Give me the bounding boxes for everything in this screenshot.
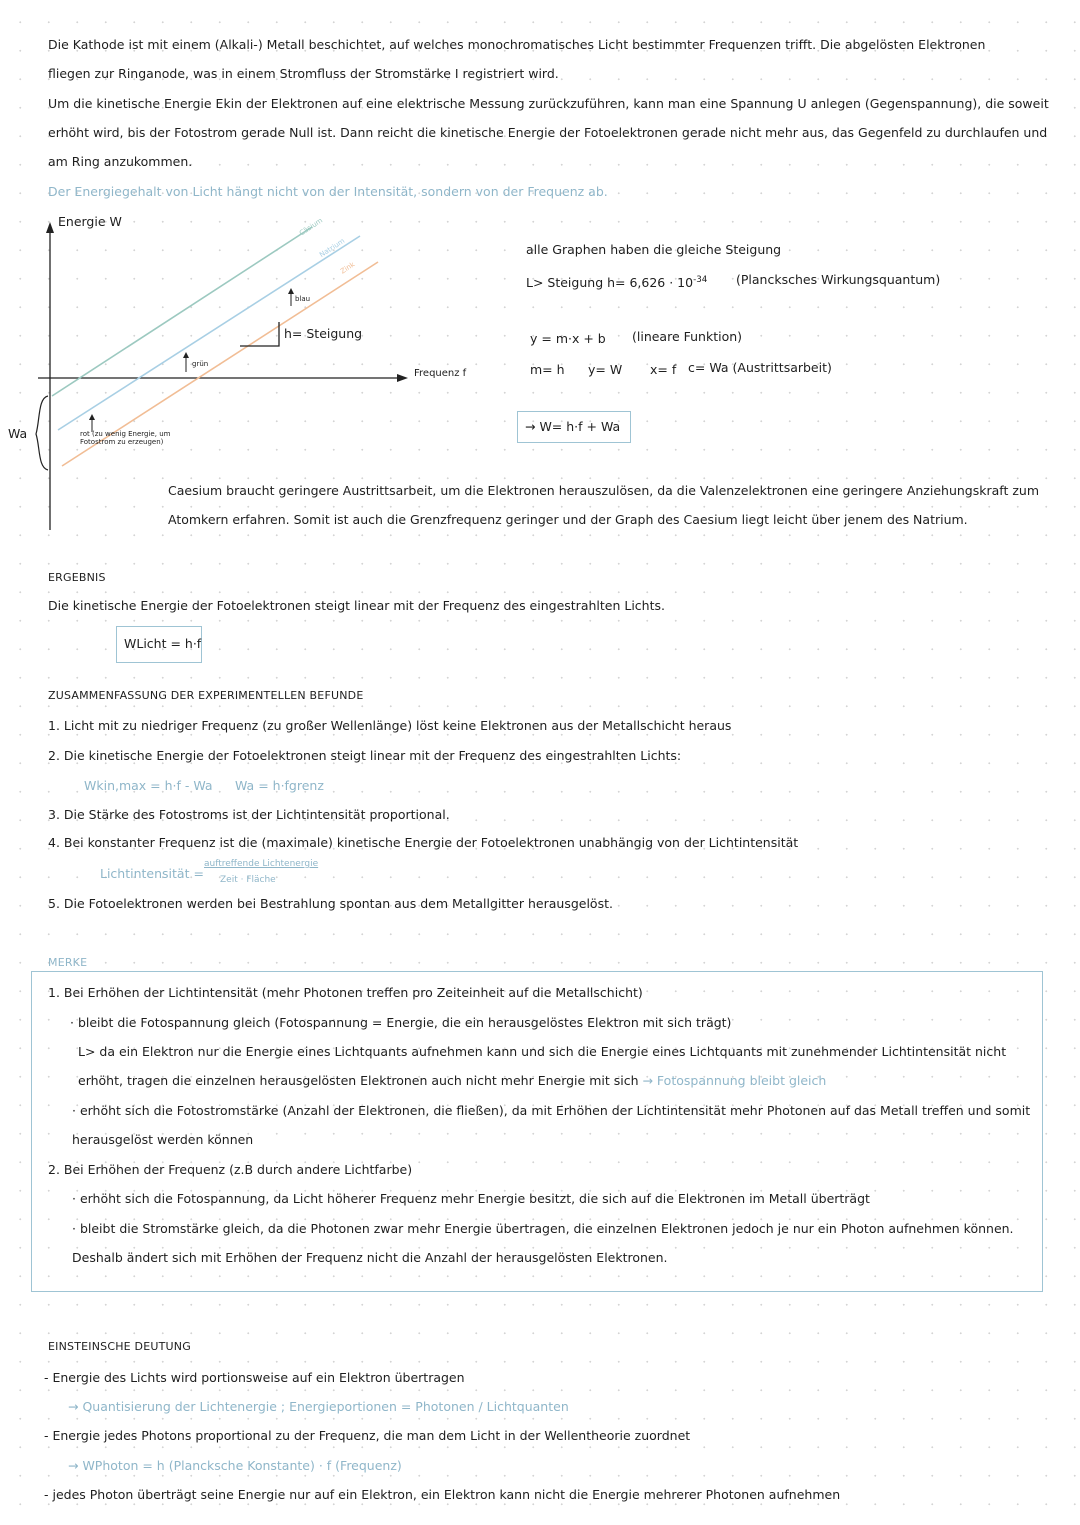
einstein-3: - jedes Photon überträgt seine Energie nur auf ein Elektron, ein Elektron kann nicht die Energie mehrerer Photonen aufnehmen xyxy=(44,1487,841,1502)
x-equals: x= f xyxy=(650,362,677,377)
linear-function-note: (lineare Funktion) xyxy=(632,329,743,344)
summary-item-5: 5. Die Fotoelektronen werden bei Bestrahlung spontan aus dem Metallgitter herausgelöst. xyxy=(48,896,613,911)
einstein-2b: → WPhoton = h (Plancksche Konstante) · f (Frequenz) xyxy=(68,1458,402,1473)
intro-paragraph-2: Um die kinetische Energie Ekin der Elektronen auf eine elektrische Messung zurückzuführen, kann man eine Spannung U anlegen (Gegenspannung), die soweit erhöht wird, bis der Fotostrom gerade Null ist. Dann reicht die kinetische Energie der Fotoelektronen gerade nicht mehr aus, das Gegenfeld zu durchlaufen und am Ring anzukommen. xyxy=(48,96,1049,169)
m-equals: m= h xyxy=(530,362,565,377)
slope-label: h= Steigung xyxy=(284,326,363,341)
einstein-heading: EINSTEINSCHE DEUTUNG xyxy=(48,1340,191,1353)
merke-1b: L> da ein Elektron nur die Energie eines Lichtquants aufnehmen kann und sich die Energie eines Lichtquants mit zunehmender Lichtintensität nicht erhöht, tragen die einzelnen herausgelösten Elektronen auch nicht mehr Energie mit sich → Fotospannung bleibt gleich xyxy=(78,1044,1007,1088)
summary-item-1: 1. Licht mit zu niedriger Frequenz (zu großer Wellenlänge) löst keine Elektronen aus der Metallschicht heraus xyxy=(48,718,732,733)
merke-1a: · bleibt die Fotospannung gleich (Fotospannung = Energie, die ein herausgelöstes Elektron mit sich trägt) xyxy=(70,1015,732,1030)
wa-label: Wa xyxy=(8,426,28,441)
merke-2b: · bleibt die Stromstärke gleich, da die Photonen zwar mehr Energie übertragen, die einzelnen Elektronen jedoch je nur ein Photon aufnehmen können. Deshalb ändert sich mit Erhöhen der Frequenz nicht die Anzahl der herausgelösten Elektronen. xyxy=(72,1221,1014,1265)
planck-note: (Plancksches Wirkungsquantum) xyxy=(736,272,941,287)
planck-value: L> Steigung $h= 6,626 \cdot 10^{-34}$ xyxy=(526,275,708,291)
slope-note: alle Graphen haben die gleiche Steigung xyxy=(526,242,782,257)
intensity-numerator: auftreffende Lichtenergie xyxy=(204,859,319,869)
gruen-label: grün xyxy=(192,360,209,368)
ergebnis-heading: ERGEBNIS xyxy=(48,571,106,584)
intensity-denominator: Zeit · Fläche xyxy=(220,875,276,885)
caesium-line xyxy=(52,227,312,396)
merke-2: 2. Bei Erhöhen der Frequenz (z.B durch andere Lichtfarbe) xyxy=(48,1162,413,1177)
einstein-1b: → Quantisierung der Lichtenergie ; Energieportionen = Photonen / Lichtquanten xyxy=(68,1399,569,1414)
blau-label: blau xyxy=(295,295,311,303)
light-energy-formula: WLicht = h·f xyxy=(124,636,202,651)
merke-1c: · erhöht sich die Fotostromstärke (Anzahl der Elektronen, die fließen), da mit Erhöhen der Lichtintensität mehr Photonen auf das Metall treffen und somit herausgelöst werden können xyxy=(72,1103,1031,1147)
rot-note: rot (zu wenig Energie, um Fotostrom zu erzeugen) xyxy=(80,430,171,446)
y-equals: y= W xyxy=(588,362,623,377)
merke-1: 1. Bei Erhöhen der Lichtintensität (mehr Photonen treffen pro Zeiteinheit auf die Metallschicht) xyxy=(48,985,643,1000)
c-equals: c= Wa (Austrittsarbeit) xyxy=(688,360,832,375)
merke-2a: · erhöht sich die Fotospannung, da Licht höherer Frequenz mehr Energie besitzt, die sich auf die Elektronen im Metall überträgt xyxy=(72,1191,870,1206)
intensity-lhs: Lichtintensität = xyxy=(100,866,204,881)
summary-item-3: 3. Die Stärke des Fotostroms ist der Lichtintensität proportional. xyxy=(48,807,450,822)
intro-note: Der Energiegehalt von Licht hängt nicht von der Intensität, sondern von der Frequenz ab. xyxy=(48,184,608,199)
caesium-label: Cäsium xyxy=(297,216,325,238)
summary-item-4: 4. Bei konstanter Frequenz ist die (maximale) kinetische Energie der Fotoelektronen unabhängig von der Lichtintensität xyxy=(48,835,799,850)
y-axis-arrow xyxy=(46,222,54,233)
einstein-1: - Energie des Lichts wird portionsweise auf ein Elektron übertragen xyxy=(44,1370,465,1385)
linear-function: y = m·x + b xyxy=(530,331,606,346)
intro-paragraph-1: Die Kathode ist mit einem (Alkali-) Metall beschichtet, auf welches monochromatisches Licht bestimmter Frequenzen trifft. Die abgelösten Elektronen fliegen zur Ringanode, was in einem Stromfluss der Stromstärke I registriert wird. xyxy=(48,37,986,81)
x-axis-arrow xyxy=(397,374,408,382)
natrium-label: Natrium xyxy=(318,236,347,260)
caesium-text: Caesium braucht geringere Austrittsarbeit, um die Elektronen herauszulösen, da die Valenzelektronen eine geringere Anziehungskraft zum Atomkern erfahren. Somit ist auch die Grenzfrequenz geringer und der Graph des Caesium liegt leicht über jenem des Natrium. xyxy=(168,483,1039,527)
wa-brace xyxy=(36,396,48,470)
summary-item-2: 2. Die kinetische Energie der Fotoelektronen steigt linear mit der Frequenz des eingestrahlten Lichts: xyxy=(48,748,682,763)
summary-formula-b: Wa = h·fgrenz xyxy=(235,778,324,793)
summary-heading: ZUSAMMENFASSUNG DER EXPERIMENTELLEN BEFUNDE xyxy=(48,689,364,702)
summary-formula-a: Wkin,max = h·f - Wa xyxy=(84,778,213,793)
ergebnis-text: Die kinetische Energie der Fotoelektronen steigt linear mit der Frequenz des eingestrahlten Lichts. xyxy=(48,598,665,613)
slope-triangle xyxy=(240,322,279,346)
y-axis-label: Energie W xyxy=(58,214,122,229)
merke-heading: MERKE xyxy=(48,956,88,969)
x-axis-label: Frequenz f xyxy=(414,368,467,379)
einstein-2: - Energie jedes Photons proportional zu der Frequenz, die man dem Licht in der Wellentheorie zuordnet xyxy=(44,1428,691,1443)
boxed-formula: → W= h·f + Wa xyxy=(525,419,621,434)
zink-label: Zink xyxy=(339,260,357,276)
